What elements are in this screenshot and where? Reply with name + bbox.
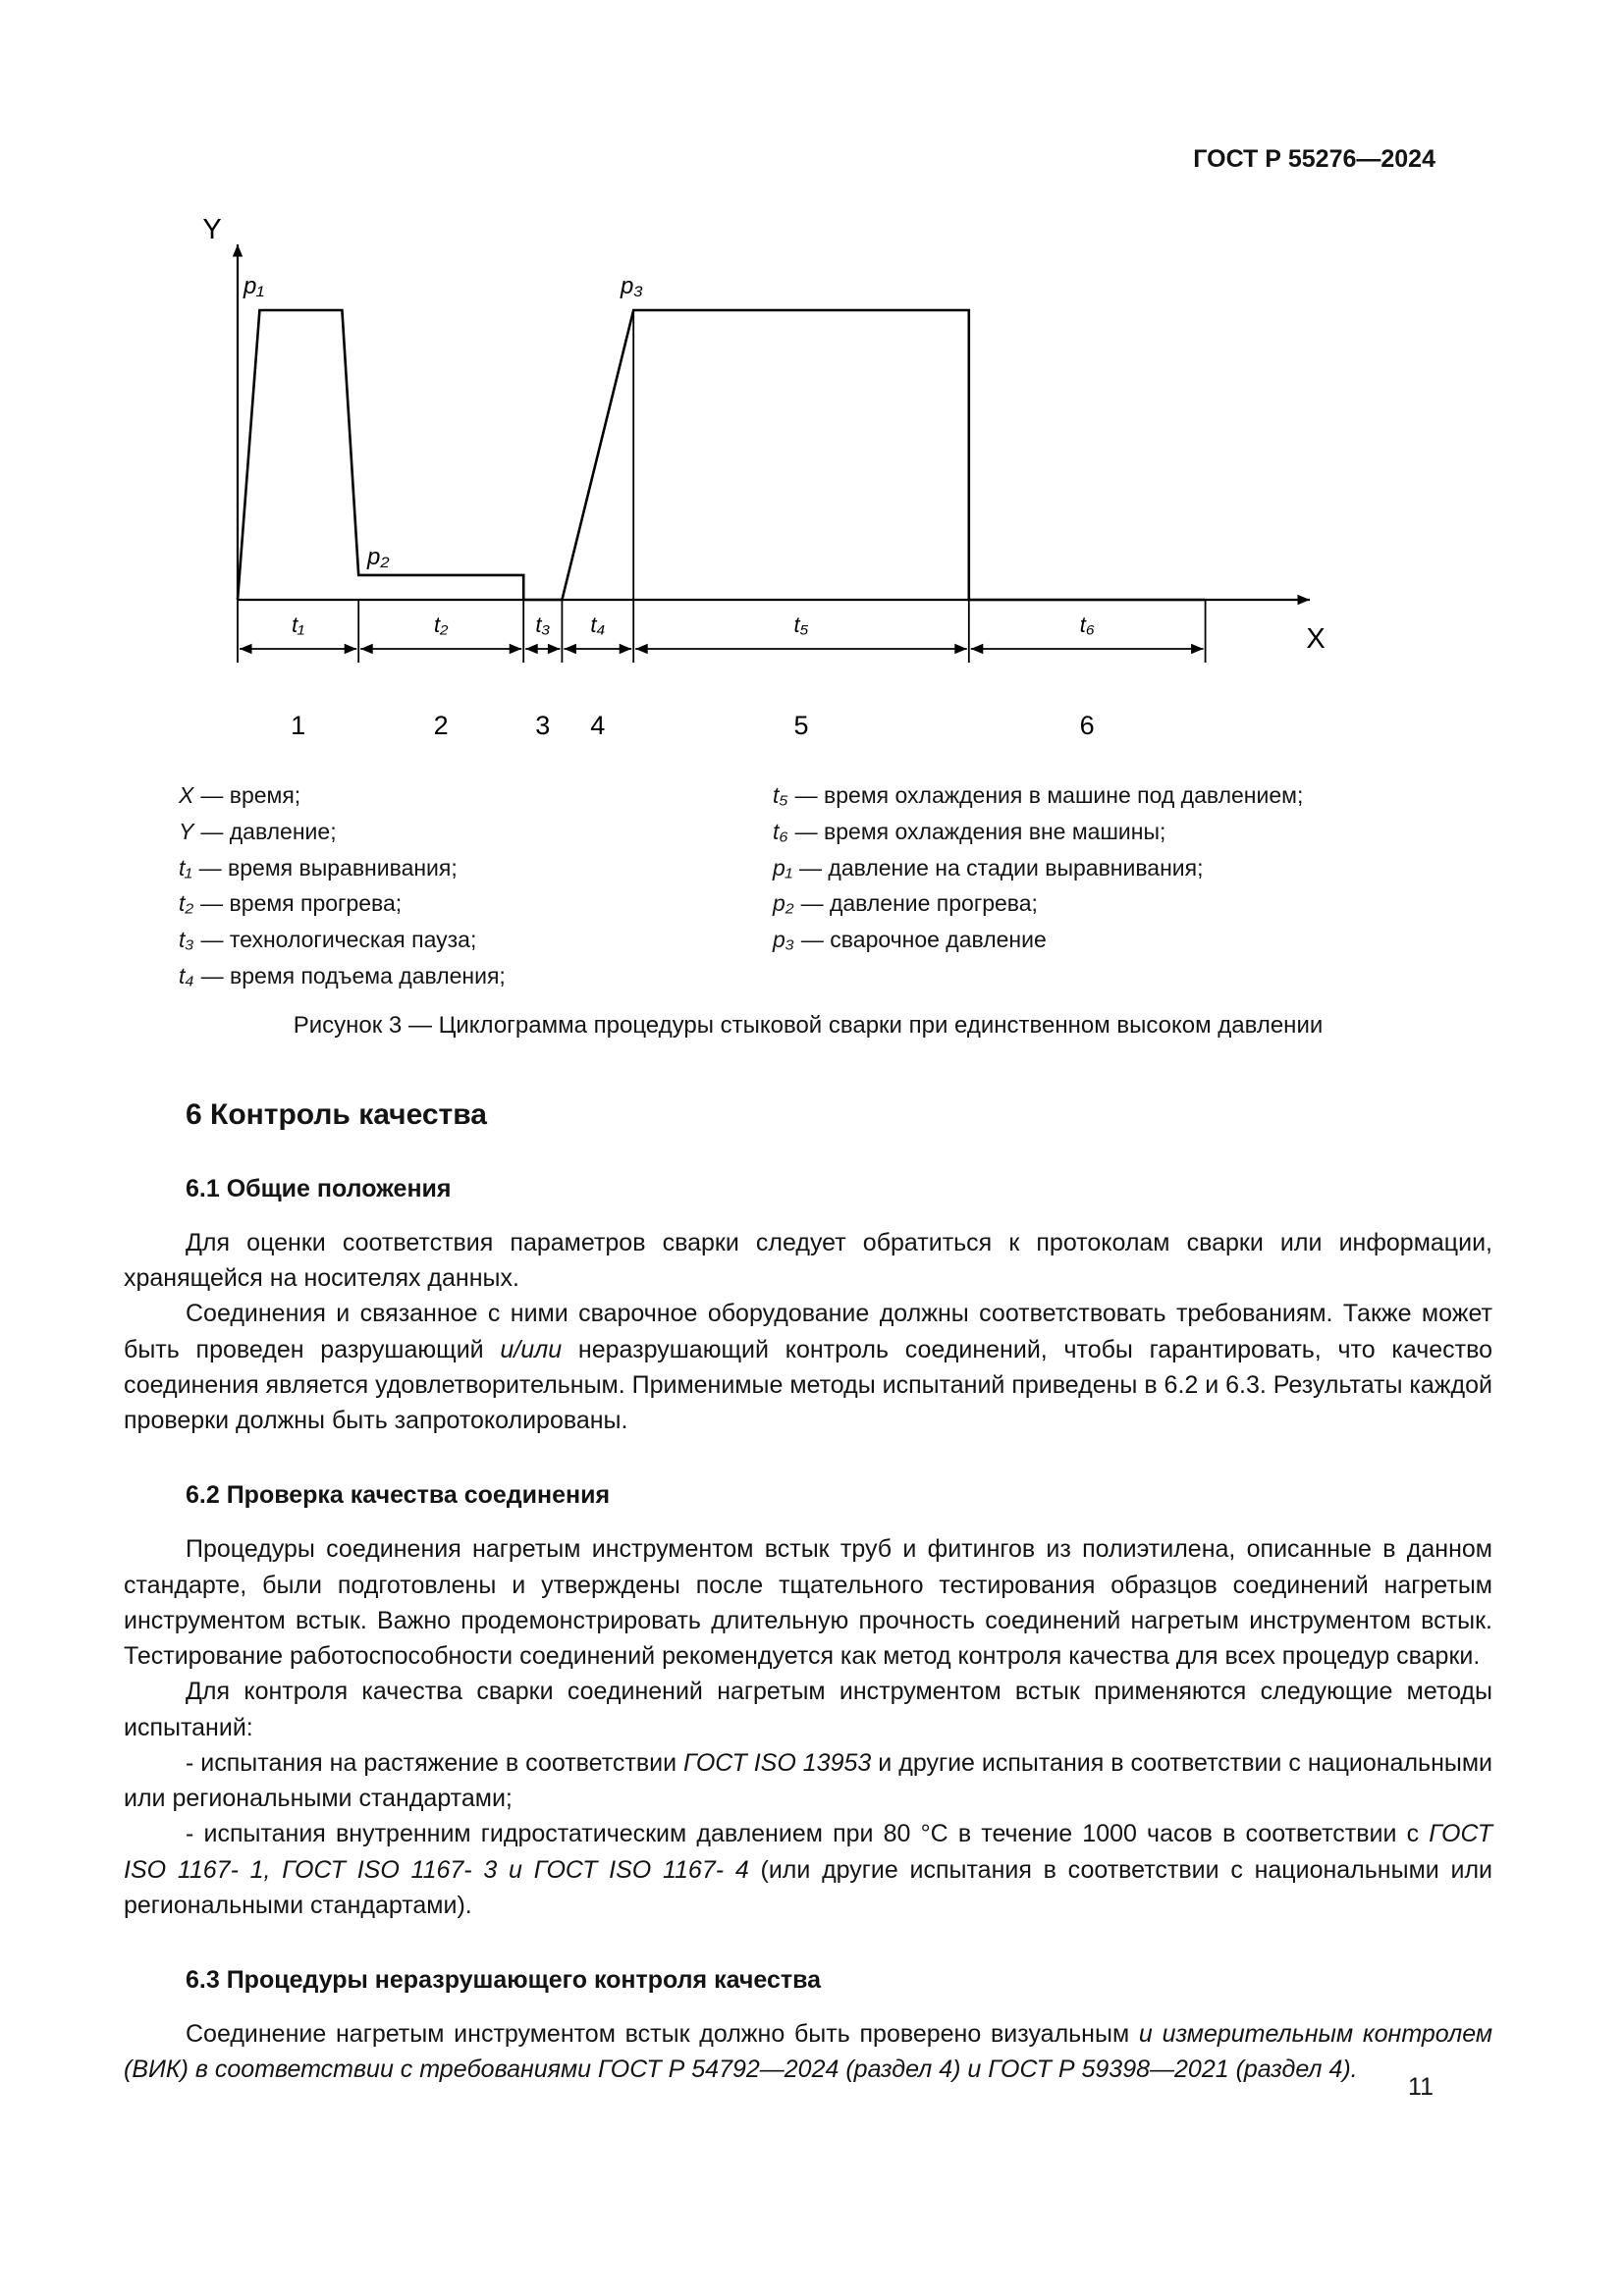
- text-run-italic: и/или: [500, 1335, 563, 1363]
- phase-number: 5: [793, 711, 809, 740]
- x-axis-label: X: [1306, 623, 1326, 655]
- phase-number: 4: [590, 711, 606, 740]
- text-run: - испытания на растяжение в соответствии: [186, 1748, 684, 1777]
- legend-symbol: p₁: [773, 854, 793, 881]
- y-axis-label: Y: [202, 214, 222, 245]
- legend-column-left: [179, 777, 773, 994]
- text-run-italic: ГОСТ ISO 13953: [683, 1748, 872, 1777]
- interval-label: t₃: [535, 613, 551, 637]
- document-header: [124, 145, 1492, 174]
- legend-item: [773, 777, 1492, 814]
- list-item: [124, 1816, 1492, 1923]
- phase-number: 2: [433, 711, 449, 740]
- legend-symbol: p₂: [773, 890, 794, 917]
- legend-symbol: Y: [179, 818, 194, 844]
- text-run: и другие испытания в соответствии с национальными или региональными стандартами;: [124, 1748, 1493, 1813]
- legend-symbol: t₃: [179, 927, 194, 953]
- legend-symbol: t₆: [773, 818, 788, 844]
- section-6-2-title: 6.2 Проверка качества соединения: [186, 1481, 611, 1510]
- text-run: - испытания внутренним гидростатическим давлением при 80 °С в течение 1000 часов в соответствии с: [186, 1820, 1430, 1848]
- page-number: 11: [1408, 2073, 1434, 2101]
- legend-desc: — давление на стадии выравнивания;: [799, 854, 1204, 881]
- interval-label: t₄: [590, 613, 606, 637]
- legend-symbol: t₁: [179, 854, 192, 881]
- legend-item: [773, 850, 1492, 886]
- interval-label: t₁: [292, 613, 305, 637]
- list-item: [124, 1745, 1492, 1817]
- interval-label: t₂: [433, 613, 449, 637]
- legend-item: [179, 885, 773, 922]
- legend-desc: — время подъема давления;: [200, 962, 506, 988]
- legend-item: [179, 777, 773, 814]
- legend-column-right: [773, 777, 1492, 994]
- legend-desc: — сварочное давление: [800, 927, 1047, 953]
- legend-item: [773, 814, 1492, 850]
- legend-item: [179, 814, 773, 850]
- legend-symbol: p₃: [773, 927, 794, 953]
- legend-desc: — давление прогрева;: [800, 890, 1038, 917]
- pressure-label: p₃: [621, 273, 643, 299]
- legend-item: [179, 922, 773, 958]
- section-6-title: 6 Контроль качества: [186, 1097, 487, 1131]
- legend-desc: — время охлаждения вне машины;: [794, 818, 1166, 844]
- text-run: Соединения и связанное с ними сварочное оборудование должны соответствовать требованиям. Также может быть проведен разрушающий: [124, 1300, 1492, 1363]
- cyclogram-chart: [179, 207, 1357, 752]
- text-run: (или другие испытания в соответствии с национальными или региональными стандартами).: [124, 1855, 1492, 1919]
- paragraph: Для оценки соответствия параметров сварки следует обратиться к протоколам сварки или информации, хранящейся на носителях данных.: [124, 1228, 1492, 1293]
- interval-label: t₅: [793, 613, 809, 637]
- legend-desc: — время;: [200, 782, 301, 808]
- figure-caption: Рисунок 3 — Циклограмма процедуры стыковой сварки при единственном высоком давлении: [293, 1011, 1324, 1039]
- paragraph: Процедуры соединения нагретым инструментом встык труб и фитингов из полиэтилена, описанные в данном стандарте, были подготовлены и утверждены после тщательного тестирования образцов соединений нагретым инструментом встык. Важно продемонстрировать длительную прочность соединений нагретым инструментом встык. Тестирование работоспособности соединений рекомендуется как метод контроля качества для всех процедур сварки.: [124, 1535, 1492, 1671]
- text-run-italic: ГОСТ ISO 1167- 1, ГОСТ ISO 1167- 3 и ГОСТ ISO 1167- 4: [124, 1820, 1492, 1884]
- phase-number: 1: [291, 711, 306, 740]
- legend-symbol: t₅: [773, 782, 788, 808]
- legend-desc: — время выравнивания;: [198, 854, 458, 881]
- pressure-label: p₁: [244, 273, 264, 299]
- text-run: Соединение нагретым инструментом встык должно быть проверено визуальным: [186, 2020, 1139, 2049]
- main-content: [124, 1098, 1492, 2088]
- section-6-1-title: 6.1 Общие положения: [186, 1174, 452, 1202]
- legend-symbol: t₄: [179, 962, 194, 988]
- legend-desc: — технологическая пауза;: [200, 927, 477, 953]
- legend-item: [773, 922, 1492, 958]
- figure-3: [124, 207, 1492, 1040]
- doc-number: ГОСТ Р 55276—2024: [1193, 145, 1435, 173]
- paragraph: Для контроля качества сварки соединений нагретым инструментом встык применяются следующие методы испытаний:: [124, 1678, 1492, 1741]
- legend-symbol: t₂: [179, 890, 194, 917]
- figure-legend: [179, 777, 1492, 994]
- text-run: неразрушающий контроль соединений, чтобы гарантировать, что качество соединения является удовлетворительным. Применимые методы испытаний приведены в 6.2 и 6.3. Результаты каждой проверки должны быть запротоколированы.: [124, 1335, 1492, 1435]
- legend-desc: — время прогрева;: [200, 890, 403, 917]
- legend-desc: — давление;: [200, 818, 337, 844]
- text-run-italic: и измерительным контролем (ВИК) в соответствии с требованиями ГОСТ Р 54792—2024 (раздел 4) и ГОСТ Р 59398—2021 (раздел 4).: [124, 2020, 1492, 2084]
- page-footer: [1408, 2073, 1434, 2102]
- paragraph: [124, 2016, 1492, 2088]
- legend-desc: — время охлаждения в машине под давлением;: [794, 782, 1304, 808]
- section-6-3-title: 6.3 Процедуры неразрушающего контроля качества: [186, 1966, 822, 1995]
- phase-number: 6: [1079, 711, 1095, 740]
- legend-symbol: X: [179, 782, 194, 808]
- legend-item: [179, 850, 773, 886]
- paragraph: [124, 1296, 1492, 1438]
- pressure-label: p₂: [367, 544, 390, 570]
- phase-number: 3: [535, 711, 551, 740]
- legend-item: [773, 885, 1492, 922]
- legend-item: [179, 958, 773, 994]
- interval-label: t₆: [1079, 613, 1095, 637]
